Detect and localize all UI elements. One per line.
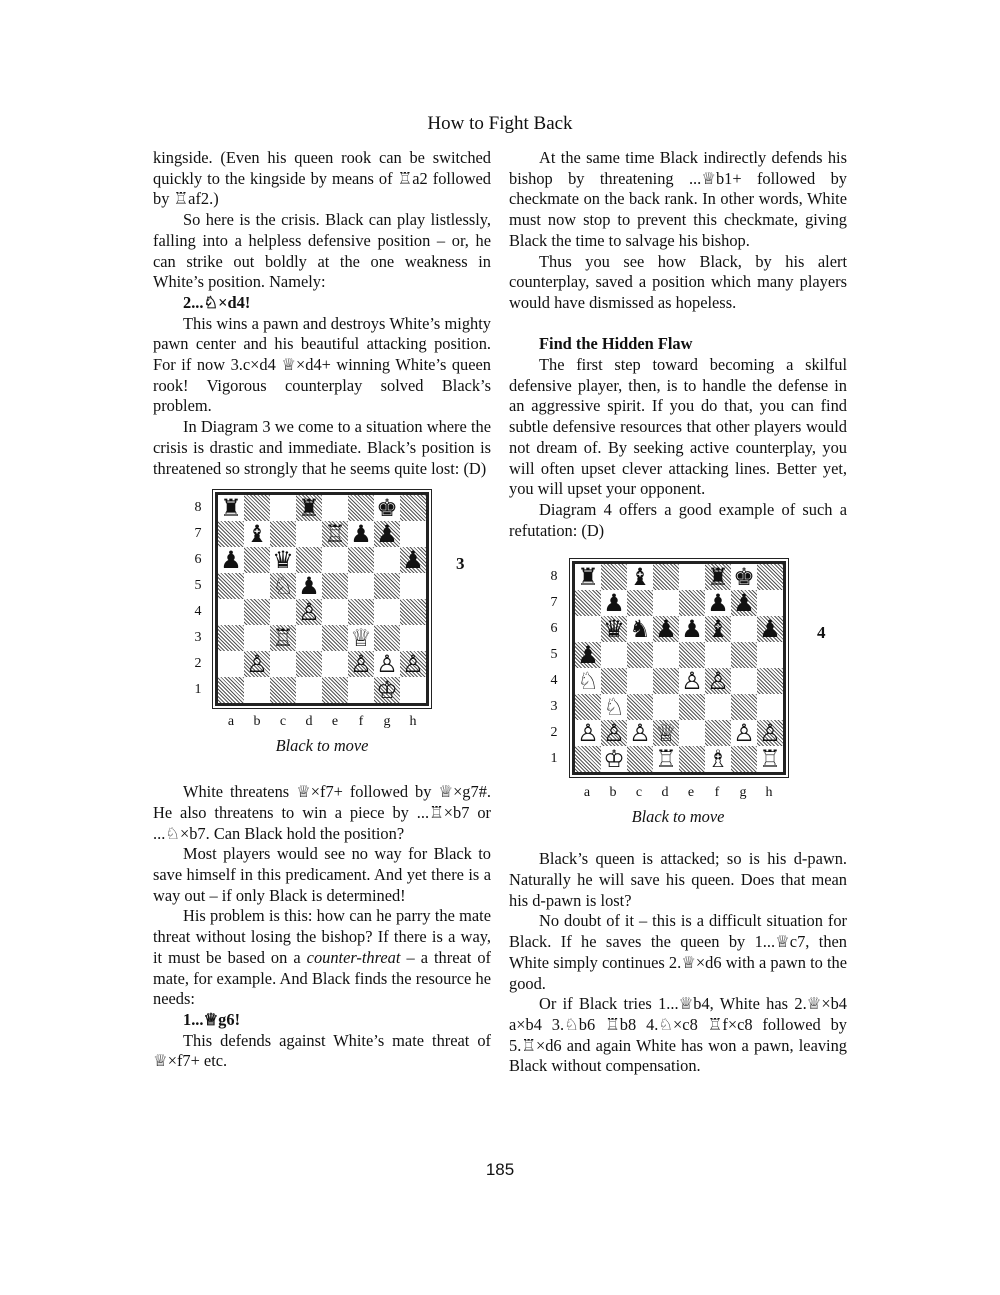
board-square-g7 [731, 590, 757, 616]
right-column [509, 148, 847, 1077]
board-square-g4 [731, 668, 757, 694]
chess-piece: ♚ [733, 563, 755, 592]
emphasis: counter-threat [306, 947, 401, 967]
file-label: b [253, 714, 261, 730]
board-square-a4 [575, 668, 601, 694]
paragraph: So here is the crisis. Black can play listlessly, falling into a helpless defensive position – or, he can strike out boldly at the one weakness in White’s position. Namely: [153, 210, 491, 292]
board-square-g1 [731, 746, 757, 772]
board-square-e8 [679, 564, 705, 590]
board-square-a5 [575, 642, 601, 668]
board-square-f4 [348, 599, 374, 625]
board-square-g2 [731, 720, 757, 746]
board-square-b3 [244, 625, 270, 651]
file-label: f [358, 714, 364, 730]
paragraph: This defends against White’s mate threat of ♕×f7+ etc. [153, 1030, 491, 1071]
paragraph: Thus you see how Black, by his alert counterplay, saved a position which many players would have dismissed as hopeless. [509, 251, 847, 312]
board-square-e5 [322, 573, 348, 599]
chess-piece: ♟ [577, 641, 599, 670]
rank-label: 7 [194, 526, 202, 542]
board-square-a6 [575, 616, 601, 642]
paragraph: In Diagram 3 we come to a situation where the crisis is drastic and immediate. Black’s position is threatened so strongly that he seems quite lost: (D) [153, 417, 491, 478]
file-label: d [305, 714, 313, 730]
paragraph: No doubt of it – this is a difficult situation for Black. If he saves the queen by 1...♕c7, then White simply continues 2.♕×d6 with a pawn to the good. [509, 911, 847, 993]
board-square-c2 [627, 720, 653, 746]
board-square-a8 [218, 495, 244, 521]
board-square-e7 [679, 590, 705, 616]
chess-piece: ♖ [759, 745, 781, 774]
rank-label: 2 [194, 656, 202, 672]
file-label: g [739, 785, 747, 801]
board-square-c2 [270, 651, 296, 677]
rank-label: 6 [194, 552, 202, 568]
chess-piece: ♙ [577, 719, 599, 748]
board-square-a8 [575, 564, 601, 590]
board-square-d4 [653, 668, 679, 694]
board-square-a7 [218, 521, 244, 547]
rank-labels [191, 495, 205, 703]
chess-piece: ♟ [298, 572, 320, 601]
board-square-g6 [374, 547, 400, 573]
running-header: How to Fight Back [427, 113, 573, 134]
chess-piece: ♘ [272, 572, 294, 601]
board-square-g4 [374, 599, 400, 625]
chess-piece: ♙ [402, 650, 424, 679]
board-square-b7 [244, 521, 270, 547]
board-square-c1 [627, 746, 653, 772]
board-square-h2 [400, 651, 426, 677]
chess-piece: ♟ [707, 589, 729, 618]
board-square-h2 [757, 720, 783, 746]
chess-piece: ♟ [376, 520, 398, 549]
board-square-h1 [400, 677, 426, 703]
board-square-h1 [757, 746, 783, 772]
board-square-b1 [601, 746, 627, 772]
chess-board [215, 492, 429, 706]
board-square-f2 [348, 651, 374, 677]
chess-piece: ♚ [376, 494, 398, 523]
file-label: h [409, 714, 417, 730]
board-square-d8 [296, 495, 322, 521]
file-labels [218, 712, 426, 733]
diagram-caption: Black to move [631, 807, 725, 827]
board-square-c5 [627, 642, 653, 668]
board-square-b2 [601, 720, 627, 746]
board-square-f8 [705, 564, 731, 590]
file-label: g [383, 714, 391, 730]
board-square-e1 [679, 746, 705, 772]
left-column [153, 148, 491, 1072]
board-square-h4 [757, 668, 783, 694]
paragraph [153, 906, 491, 1010]
chess-piece: ♟ [681, 615, 703, 644]
chess-piece: ♗ [707, 745, 729, 774]
board-square-h7 [400, 521, 426, 547]
page-number: 185 [485, 1160, 515, 1179]
board-square-a6 [218, 547, 244, 573]
board-square-c7 [627, 590, 653, 616]
board-square-e7 [322, 521, 348, 547]
board-square-d3 [653, 694, 679, 720]
diagram-number: 3 [456, 554, 465, 574]
board-square-d5 [296, 573, 322, 599]
board-square-d7 [296, 521, 322, 547]
chess-piece: ♝ [246, 520, 268, 549]
chess-piece: ♟ [220, 546, 242, 575]
board-square-b5 [244, 573, 270, 599]
diagram-4 [509, 541, 847, 849]
board-square-e4 [679, 668, 705, 694]
board-square-f7 [705, 590, 731, 616]
chess-piece: ♙ [707, 667, 729, 696]
board-square-e2 [679, 720, 705, 746]
diagram-3 [153, 479, 491, 782]
rank-label: 1 [550, 751, 558, 767]
move-notation: 1...♕g6! [183, 1009, 241, 1029]
board-square-b6 [244, 547, 270, 573]
board-square-d7 [653, 590, 679, 616]
board-square-g8 [374, 495, 400, 521]
board-square-f6 [705, 616, 731, 642]
board-square-f1 [705, 746, 731, 772]
board-square-b1 [244, 677, 270, 703]
chess-piece: ♘ [577, 667, 599, 696]
board-square-a2 [575, 720, 601, 746]
board-square-d1 [296, 677, 322, 703]
board-square-h5 [400, 573, 426, 599]
chess-piece: ♜ [220, 494, 242, 523]
board-square-h8 [757, 564, 783, 590]
board-square-d4 [296, 599, 322, 625]
board-square-a1 [218, 677, 244, 703]
board-square-f3 [348, 625, 374, 651]
board-square-f7 [348, 521, 374, 547]
chess-piece: ♖ [324, 520, 346, 549]
file-label: e [331, 714, 339, 730]
file-label: a [227, 714, 235, 730]
rank-label: 8 [550, 569, 558, 585]
rank-label: 4 [550, 673, 558, 689]
board-square-d3 [296, 625, 322, 651]
chess-piece: ♖ [272, 624, 294, 653]
board-square-h6 [757, 616, 783, 642]
file-label: h [765, 785, 773, 801]
rank-label: 3 [194, 630, 202, 646]
board-square-d2 [653, 720, 679, 746]
board-square-e3 [679, 694, 705, 720]
paragraph: Most players would see no way for Black to save himself in this predicament. And yet there is a way out – if only Black is determined! [153, 844, 491, 905]
board-square-f1 [348, 677, 374, 703]
paragraph: The first step toward becoming a skilful defensive player, then, is to handle the defense in an aggressive spirit. If you do that, you can find subtle defensive resources that other players would not dream of. By seeking active counterplay, you will often upset clever attacking lines. Better yet, you will upset your opponent. [509, 355, 847, 499]
diagram-caption: Black to move [275, 736, 369, 756]
chess-piece: ♟ [733, 589, 755, 618]
chess-piece: ♟ [603, 589, 625, 618]
rank-label: 3 [550, 699, 558, 715]
chess-piece: ♜ [577, 563, 599, 592]
board-square-e2 [322, 651, 348, 677]
board-square-f4 [705, 668, 731, 694]
paragraph: Diagram 4 offers a good example of such a refutation: (D) [509, 499, 847, 540]
board-square-c6 [627, 616, 653, 642]
board-square-c7 [270, 521, 296, 547]
board-square-h3 [400, 625, 426, 651]
board-square-e3 [322, 625, 348, 651]
board-square-c5 [270, 573, 296, 599]
chess-piece: ♙ [376, 650, 398, 679]
board-square-f8 [348, 495, 374, 521]
board-square-a4 [218, 599, 244, 625]
chess-piece: ♟ [759, 615, 781, 644]
chess-piece: ♝ [629, 563, 651, 592]
board-square-f6 [348, 547, 374, 573]
rank-label: 7 [550, 595, 558, 611]
board-square-e5 [679, 642, 705, 668]
board-square-h5 [757, 642, 783, 668]
board-square-b5 [601, 642, 627, 668]
board-square-a3 [218, 625, 244, 651]
board-square-c8 [627, 564, 653, 590]
chess-piece: ♕ [655, 719, 677, 748]
board-square-f5 [348, 573, 374, 599]
chess-piece: ♙ [733, 719, 755, 748]
file-labels [574, 783, 782, 804]
board-square-h3 [757, 694, 783, 720]
board-square-h6 [400, 547, 426, 573]
text-run: – a threat of mate, for example. And Black finds the resource he needs: [153, 947, 492, 1009]
board-square-e6 [679, 616, 705, 642]
file-label: b [609, 785, 617, 801]
chess-piece: ♞ [629, 615, 651, 644]
board-square-g8 [731, 564, 757, 590]
board-square-b6 [601, 616, 627, 642]
board-square-d6 [653, 616, 679, 642]
board-square-e1 [322, 677, 348, 703]
board-square-b8 [601, 564, 627, 590]
rank-label: 4 [194, 604, 202, 620]
chess-piece: ♙ [629, 719, 651, 748]
board-square-c3 [270, 625, 296, 651]
board-square-e4 [322, 599, 348, 625]
board-square-h7 [757, 590, 783, 616]
board-square-g3 [731, 694, 757, 720]
rank-label: 2 [550, 725, 558, 741]
board-square-e8 [322, 495, 348, 521]
board-square-e6 [322, 547, 348, 573]
board-square-b2 [244, 651, 270, 677]
board-square-c1 [270, 677, 296, 703]
board-square-b7 [601, 590, 627, 616]
board-square-d8 [653, 564, 679, 590]
board-square-b8 [244, 495, 270, 521]
chess-piece: ♛ [272, 546, 294, 575]
board-square-b4 [244, 599, 270, 625]
board-square-f2 [705, 720, 731, 746]
chess-piece: ♙ [298, 598, 320, 627]
board-square-g7 [374, 521, 400, 547]
board-square-a7 [575, 590, 601, 616]
file-label: d [661, 785, 669, 801]
file-label: a [583, 785, 591, 801]
board-square-a3 [575, 694, 601, 720]
chess-piece: ♘ [603, 693, 625, 722]
rank-label: 5 [194, 578, 202, 594]
board-square-h4 [400, 599, 426, 625]
paragraph: Black’s queen is attacked; so is his d-pawn. Naturally he will save his queen. Does that mean his d-pawn is lost? [509, 849, 847, 910]
chess-piece: ♟ [402, 546, 424, 575]
diagram-number: 4 [817, 623, 826, 643]
board-square-a5 [218, 573, 244, 599]
paragraph: Or if Black tries 1...♕b4, White has 2.♕×b4 a×b4 3.♘b6 ♖b8 4.♘×c8 ♖f×c8 followed by 5.♖×d6 and again White has won a pawn, leaving Black without compensation. [509, 994, 847, 1076]
board-square-a2 [218, 651, 244, 677]
file-label: e [687, 785, 695, 801]
board-square-d5 [653, 642, 679, 668]
board-square-g2 [374, 651, 400, 677]
chess-piece: ♟ [350, 520, 372, 549]
chess-piece: ♙ [603, 719, 625, 748]
chess-piece: ♙ [759, 719, 781, 748]
chess-piece: ♖ [655, 745, 677, 774]
rank-label: 6 [550, 621, 558, 637]
chess-board [572, 561, 786, 775]
chess-piece: ♔ [376, 676, 398, 705]
board-square-c6 [270, 547, 296, 573]
section-heading: Find the Hidden Flaw [539, 334, 693, 354]
board-square-c4 [270, 599, 296, 625]
board-square-g6 [731, 616, 757, 642]
board-square-h8 [400, 495, 426, 521]
paragraph: kingside. (Even his queen rook can be switched quickly to the kingside by means of ♖a2 followed by ♖af2.) [153, 148, 491, 209]
paragraph: This wins a pawn and destroys White’s mighty pawn center and his beautiful attacking position. For if now 3.c×d4 ♕×d4+ winning White’s queen rook! Vigorous counterplay solved Black’s problem. [153, 313, 491, 416]
board-square-f3 [705, 694, 731, 720]
chess-piece: ♙ [246, 650, 268, 679]
file-label: c [279, 714, 287, 730]
rank-label: 1 [194, 682, 202, 698]
chess-piece: ♜ [298, 494, 320, 523]
chess-piece: ♜ [707, 563, 729, 592]
board-square-g5 [731, 642, 757, 668]
chess-piece: ♕ [350, 624, 372, 653]
board-square-d6 [296, 547, 322, 573]
chess-piece: ♝ [707, 615, 729, 644]
rank-labels [547, 564, 561, 772]
board-square-g5 [374, 573, 400, 599]
board-square-d1 [653, 746, 679, 772]
board-square-c8 [270, 495, 296, 521]
rank-label: 8 [194, 500, 202, 516]
board-square-b4 [601, 668, 627, 694]
text-run: His problem is this: how can he parry the mate threat without losing the bishop? If there is a way, it must be based on a [153, 906, 491, 967]
chess-piece: ♟ [655, 615, 677, 644]
file-label: c [635, 785, 643, 801]
board-square-c4 [627, 668, 653, 694]
file-label: f [714, 785, 720, 801]
board-square-b3 [601, 694, 627, 720]
chess-piece: ♔ [603, 745, 625, 774]
paragraph: At the same time Black indirectly defends his bishop by threatening ...♕b1+ followed by checkmate on the back rank. In other words, White must now stop to prevent this checkmate, giving Black the time to salvage his bishop. [509, 148, 847, 250]
board-square-a1 [575, 746, 601, 772]
chess-piece: ♛ [603, 615, 625, 644]
board-square-c3 [627, 694, 653, 720]
board-square-f5 [705, 642, 731, 668]
board-square-g3 [374, 625, 400, 651]
chess-piece: ♙ [681, 667, 703, 696]
chess-piece: ♙ [350, 650, 372, 679]
board-square-d2 [296, 651, 322, 677]
paragraph: White threatens ♕×f7+ followed by ♕×g7#. He also threatens to win a piece by ...♖×b7 or ...♘×b7. Can Black hold the position? [153, 782, 491, 843]
board-square-g1 [374, 677, 400, 703]
move-notation: 2...♘×d4! [183, 292, 251, 312]
rank-label: 5 [550, 647, 558, 663]
